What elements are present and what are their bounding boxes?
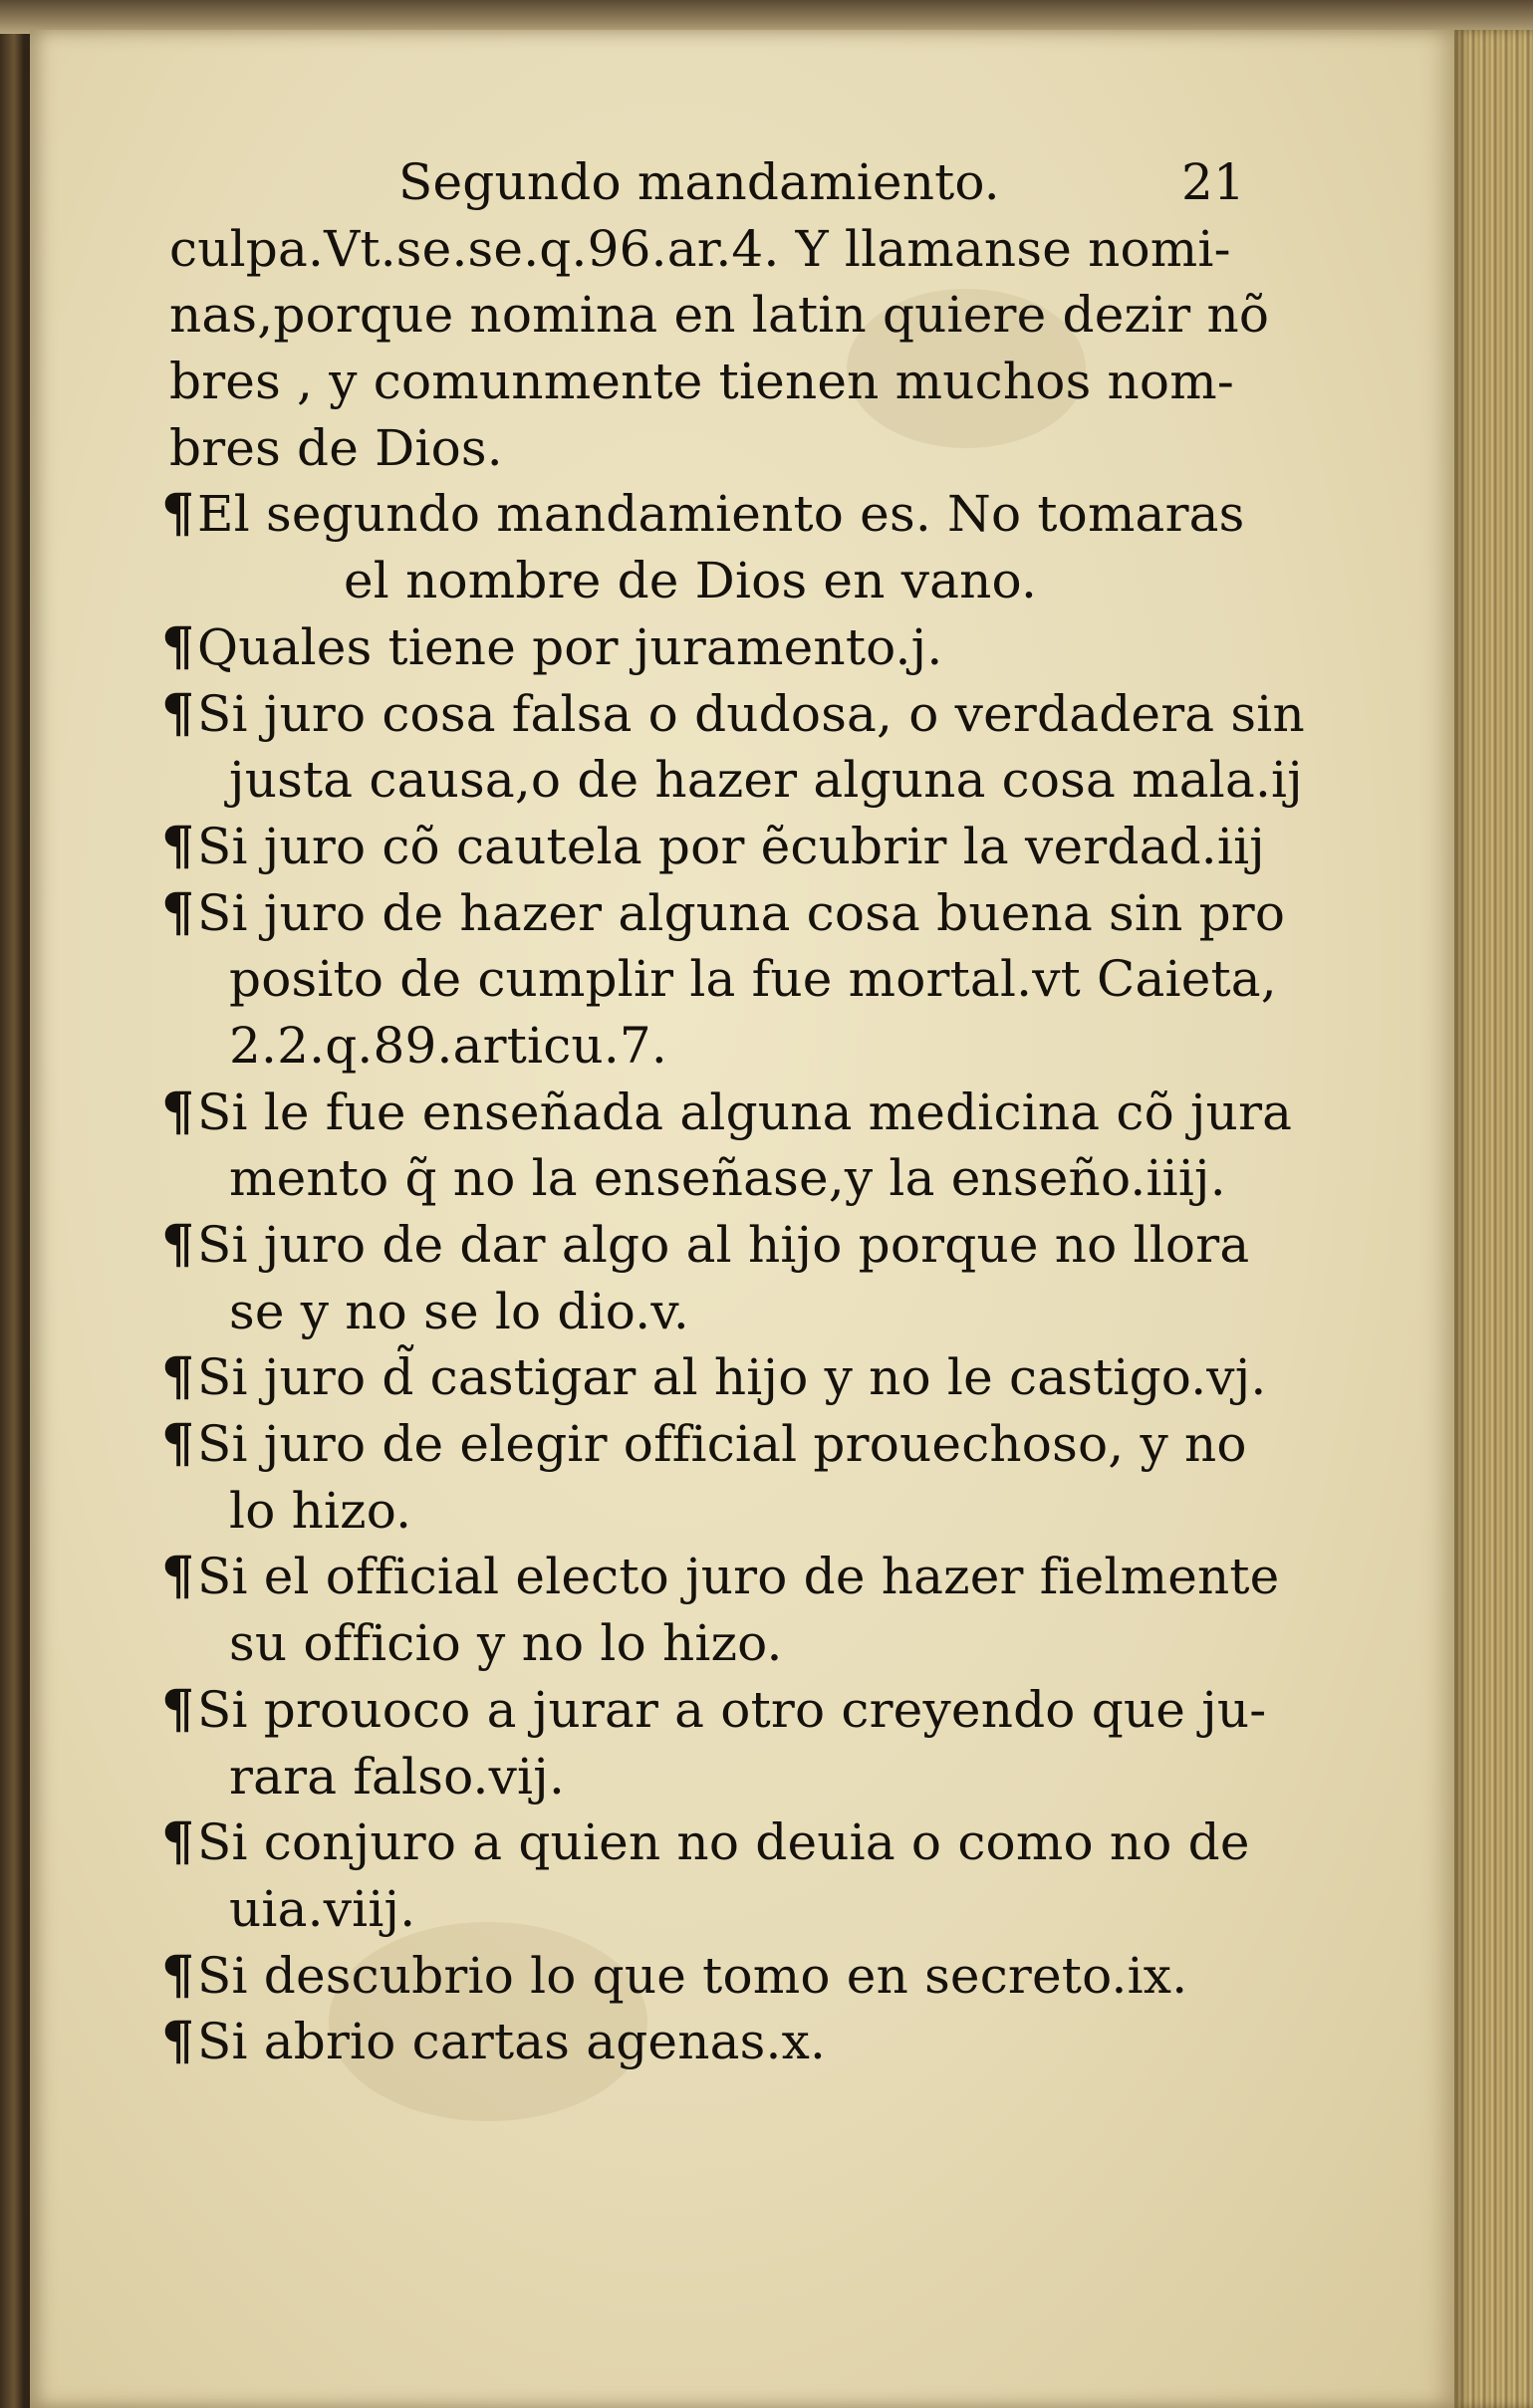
text-line	[169, 747, 1303, 814]
running-title: Segundo mandamiento.	[398, 153, 1000, 211]
line-text: mento q̃ no la enseñase,y la enseño.iiij.	[229, 1149, 1226, 1208]
paragraph-start-line	[161, 1943, 1255, 2010]
paragraph-start-line	[161, 1544, 1280, 1610]
text-line	[169, 1013, 1255, 1080]
paragraph-start-line	[161, 681, 1305, 748]
pilcrow-mark: ¶	[161, 1413, 195, 1475]
paragraph-start-line	[161, 1080, 1293, 1146]
pilcrow-mark: ¶	[161, 815, 195, 876]
text-line	[169, 1478, 1255, 1545]
paragraph-start-line	[161, 880, 1286, 947]
pilcrow-mark: ¶	[161, 682, 195, 744]
text-line	[169, 415, 1255, 482]
pilcrow-mark: ¶	[161, 1546, 195, 1607]
line-text: culpa.Vt.se.se.q.96.ar.4. Y llamanse nomi-	[169, 219, 1231, 278]
line-text: se y no se lo dio.v.	[229, 1282, 689, 1340]
page-number: 21	[1180, 153, 1245, 211]
pilcrow-mark: ¶	[161, 1081, 195, 1142]
line-text: Si juro cosa falsa o dudosa, o verdadera sin	[197, 684, 1305, 743]
line-text: 2.2.q.89.articu.7.	[229, 1016, 668, 1075]
line-text: Si prouoco a jurar a otro creyendo que ju-	[197, 1680, 1267, 1739]
line-text: bres , y comunmente tienen muchos nom-	[169, 353, 1234, 411]
paragraph-start-line	[161, 1344, 1267, 1411]
page-text	[161, 149, 1305, 2075]
line-text: Si juro de elegir official prouechoso, y no	[197, 1415, 1247, 1474]
paragraph-start-line	[161, 1411, 1255, 1478]
pilcrow-mark: ¶	[161, 1678, 195, 1740]
text-line	[169, 1279, 1255, 1345]
pilcrow-mark: ¶	[161, 1346, 195, 1408]
pilcrow-mark: ¶	[161, 1214, 195, 1275]
line-text: Si juro d̃ castigar al hijo y no le castigo.vj.	[197, 1348, 1267, 1407]
line-text: Si descubrio lo que tomo en secreto.ix.	[197, 1946, 1188, 2005]
paragraph-start-line	[161, 1677, 1267, 1744]
line-text: Si conjuro a quien no deuia o como no de	[197, 1813, 1250, 1872]
paragraph-start-line	[161, 614, 1255, 681]
line-text: El segundo mandamiento es. No tomaras	[197, 485, 1245, 544]
line-text: Si juro cõ cautela por ẽcubrir la verdad.iij	[197, 817, 1265, 875]
pilcrow-mark: ¶	[161, 1944, 195, 2006]
pilcrow-mark: ¶	[161, 615, 195, 677]
line-text: posito de cumplir la fue mortal.vt Caieta,	[229, 950, 1277, 1009]
line-text: Si abrio cartas agenas.x.	[197, 2013, 827, 2071]
line-text: Si juro de dar algo al hijo porque no llora	[197, 1216, 1250, 1274]
paragraph-start-line	[161, 1212, 1255, 1279]
text-line	[169, 1145, 1255, 1212]
running-header	[169, 149, 1255, 216]
text-line	[169, 349, 1255, 415]
paragraph-start-line	[161, 814, 1265, 880]
page-stack-edge	[1454, 30, 1533, 2408]
line-text: el nombre de Dios en vano.	[344, 552, 1038, 610]
pilcrow-mark: ¶	[161, 2011, 195, 2072]
paragraph-start-line	[161, 2009, 1255, 2075]
line-text: nas,porque nomina en latin quiere dezir nõ	[169, 286, 1270, 345]
pilcrow-mark: ¶	[161, 881, 195, 943]
text-line	[169, 1876, 1255, 1943]
line-text: Si juro de hazer alguna cosa buena sin pro	[197, 883, 1286, 942]
line-text: lo hizo.	[229, 1481, 412, 1540]
line-text: bres de Dios.	[169, 418, 503, 477]
line-text: uia.viij.	[229, 1879, 416, 1938]
text-line	[169, 946, 1277, 1013]
line-text: Si le fue enseñada alguna medicina cõ jura	[197, 1083, 1293, 1141]
text-line	[169, 282, 1270, 349]
pilcrow-mark: ¶	[161, 1811, 195, 1873]
paragraph-start-line	[161, 1809, 1255, 1876]
pilcrow-mark: ¶	[161, 483, 195, 545]
line-text: Si el official electo juro de hazer fielmente	[197, 1548, 1280, 1606]
text-lines	[161, 216, 1305, 2075]
line-text: rara falso.vij.	[229, 1747, 566, 1806]
line-text: justa causa,o de hazer alguna cosa mala.ij	[229, 751, 1303, 810]
book-top-edge	[0, 0, 1533, 34]
line-text: Quales tiene por juramento.j.	[197, 617, 943, 676]
text-line	[169, 1744, 1255, 1810]
text-line	[169, 216, 1255, 283]
text-line	[169, 548, 1255, 614]
line-text: su officio y no lo hizo.	[229, 1614, 783, 1673]
paragraph-start-line	[161, 481, 1255, 548]
text-line	[169, 1610, 1255, 1677]
